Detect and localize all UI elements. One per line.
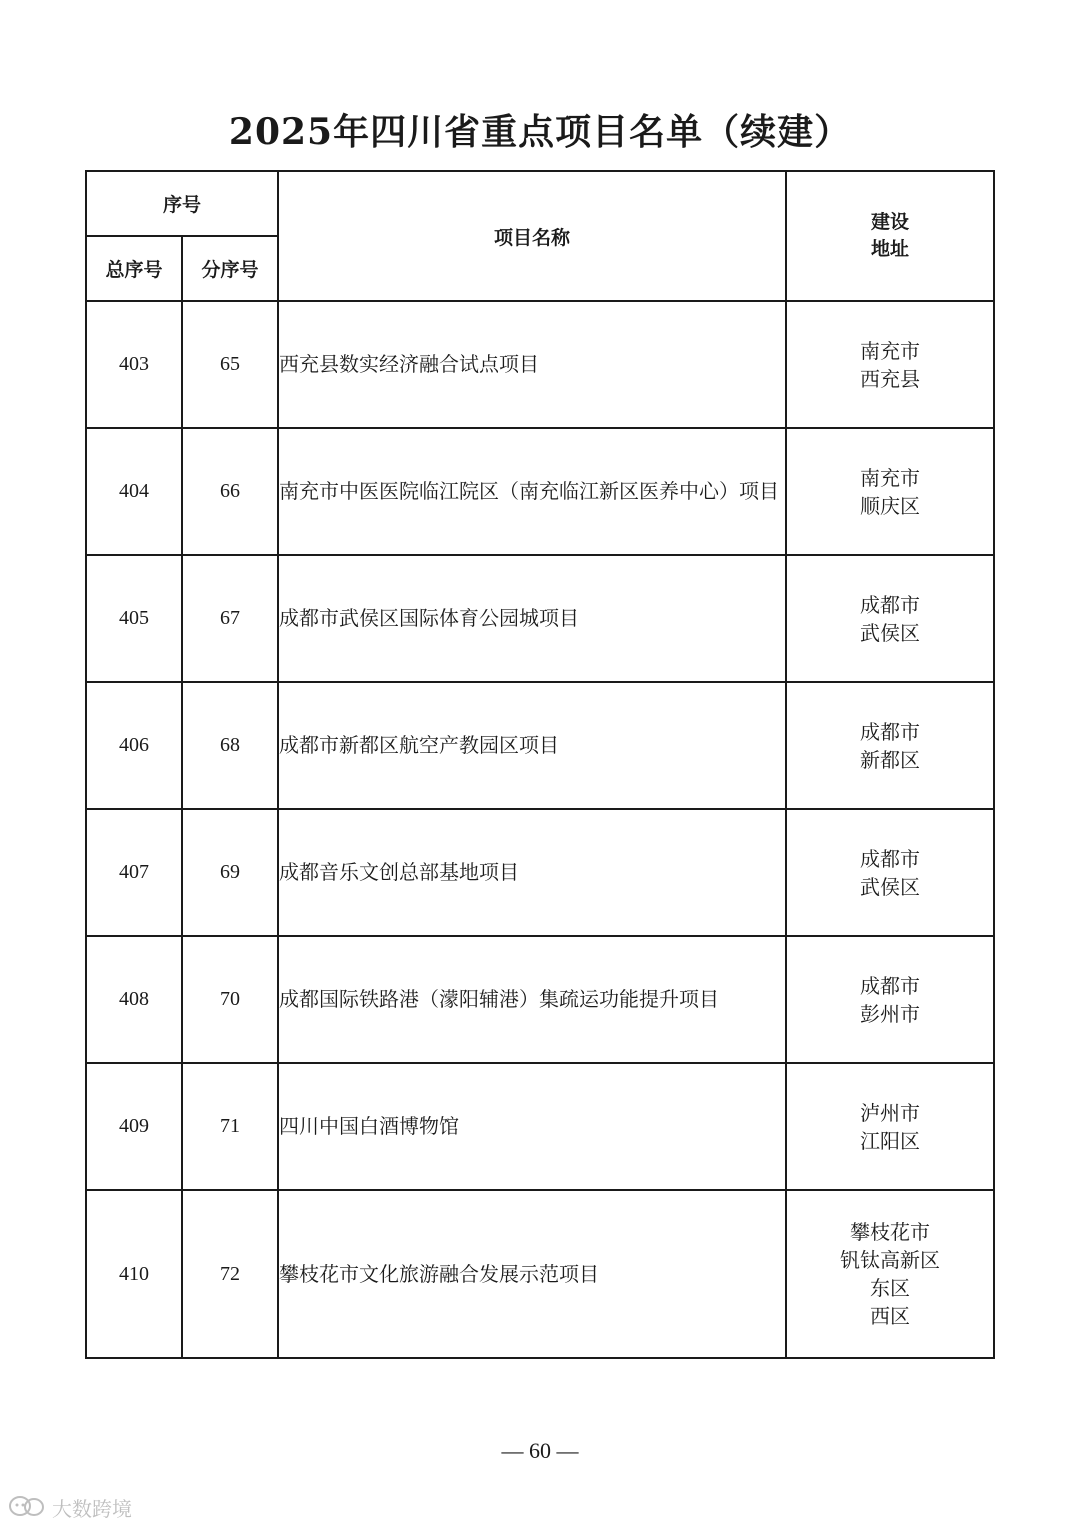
site-line: 成都市 bbox=[860, 846, 921, 871]
cell-site bbox=[786, 1063, 994, 1190]
cell-project-name: 成都市新都区航空产教园区项目 bbox=[278, 682, 786, 809]
site-line: 南充市 bbox=[860, 338, 921, 363]
watermark bbox=[8, 1492, 132, 1522]
cell-project-name: 成都国际铁路港（濛阳辅港）集疏运功能提升项目 bbox=[278, 936, 786, 1063]
cell-sub-seq: 66 bbox=[182, 428, 278, 555]
site-line: 西充县 bbox=[860, 366, 921, 391]
cell-total-seq: 408 bbox=[86, 936, 182, 1063]
table-row bbox=[86, 428, 994, 555]
cell-site bbox=[786, 555, 994, 682]
cell-site bbox=[786, 936, 994, 1063]
cell-sub-seq: 68 bbox=[182, 682, 278, 809]
page-title: 2025年四川省重点项目名单（续建） bbox=[228, 111, 852, 153]
cell-site bbox=[786, 682, 994, 809]
table-row bbox=[86, 682, 994, 809]
cell-project-name: 南充市中医医院临江院区（南充临江新区医养中心）项目 bbox=[278, 428, 786, 555]
table-row bbox=[86, 555, 994, 682]
cell-total-seq: 403 bbox=[86, 301, 182, 428]
table-row bbox=[86, 809, 994, 936]
cell-total-seq: 405 bbox=[86, 555, 182, 682]
cell-project-name: 西充县数实经济融合试点项目 bbox=[278, 301, 786, 428]
cell-project-name: 成都音乐文创总部基地项目 bbox=[278, 809, 786, 936]
table-row bbox=[86, 301, 994, 428]
table-row bbox=[86, 1063, 994, 1190]
cell-site bbox=[786, 1190, 994, 1358]
table-row bbox=[86, 936, 994, 1063]
cell-total-seq: 406 bbox=[86, 682, 182, 809]
page-number: — 60 — bbox=[501, 1438, 579, 1463]
watermark-text: 大数跨境 bbox=[52, 1496, 132, 1521]
site-line: 西区 bbox=[870, 1304, 911, 1328]
cell-sub-seq: 72 bbox=[182, 1190, 278, 1358]
site-line: 钒钛高新区 bbox=[840, 1248, 941, 1272]
site-line: 彭州市 bbox=[860, 1001, 921, 1026]
cell-total-seq: 409 bbox=[86, 1063, 182, 1190]
header-project-name: 项目名称 bbox=[278, 171, 786, 301]
cell-total-seq: 410 bbox=[86, 1190, 182, 1358]
cell-sub-seq: 65 bbox=[182, 301, 278, 428]
project-table bbox=[85, 170, 995, 1359]
cell-site bbox=[786, 428, 994, 555]
site-line: 泸州市 bbox=[860, 1100, 921, 1125]
site-line: 成都市 bbox=[860, 973, 921, 998]
cell-project-name: 四川中国白酒博物馆 bbox=[278, 1063, 786, 1190]
cell-sub-seq: 71 bbox=[182, 1063, 278, 1190]
header-sub-seq: 分序号 bbox=[182, 236, 278, 301]
cell-site bbox=[786, 809, 994, 936]
cell-total-seq: 407 bbox=[86, 809, 182, 936]
cell-sub-seq: 67 bbox=[182, 555, 278, 682]
bubble-logo-icon bbox=[8, 1494, 46, 1520]
header-site-label: 建设地址 bbox=[871, 211, 910, 260]
site-line: 南充市 bbox=[860, 465, 921, 490]
cell-total-seq: 404 bbox=[86, 428, 182, 555]
cell-project-name: 成都市武侯区国际体育公园城项目 bbox=[278, 555, 786, 682]
site-line: 江阳区 bbox=[860, 1128, 921, 1153]
cell-project-name: 攀枝花市文化旅游融合发展示范项目 bbox=[278, 1190, 786, 1358]
site-line: 成都市 bbox=[860, 592, 921, 617]
table-row bbox=[86, 1190, 994, 1358]
cell-sub-seq: 70 bbox=[182, 936, 278, 1063]
header-site bbox=[786, 171, 994, 301]
site-line: 顺庆区 bbox=[860, 493, 921, 518]
site-line: 武侯区 bbox=[860, 874, 921, 899]
site-line: 新都区 bbox=[860, 747, 921, 772]
site-line: 成都市 bbox=[860, 719, 921, 744]
site-line: 攀枝花市 bbox=[850, 1220, 931, 1244]
header-total-seq: 总序号 bbox=[86, 236, 182, 301]
header-seq-group: 序号 bbox=[86, 171, 278, 236]
cell-site bbox=[786, 301, 994, 428]
site-line: 武侯区 bbox=[860, 620, 921, 645]
site-line: 东区 bbox=[870, 1276, 911, 1300]
cell-sub-seq: 69 bbox=[182, 809, 278, 936]
